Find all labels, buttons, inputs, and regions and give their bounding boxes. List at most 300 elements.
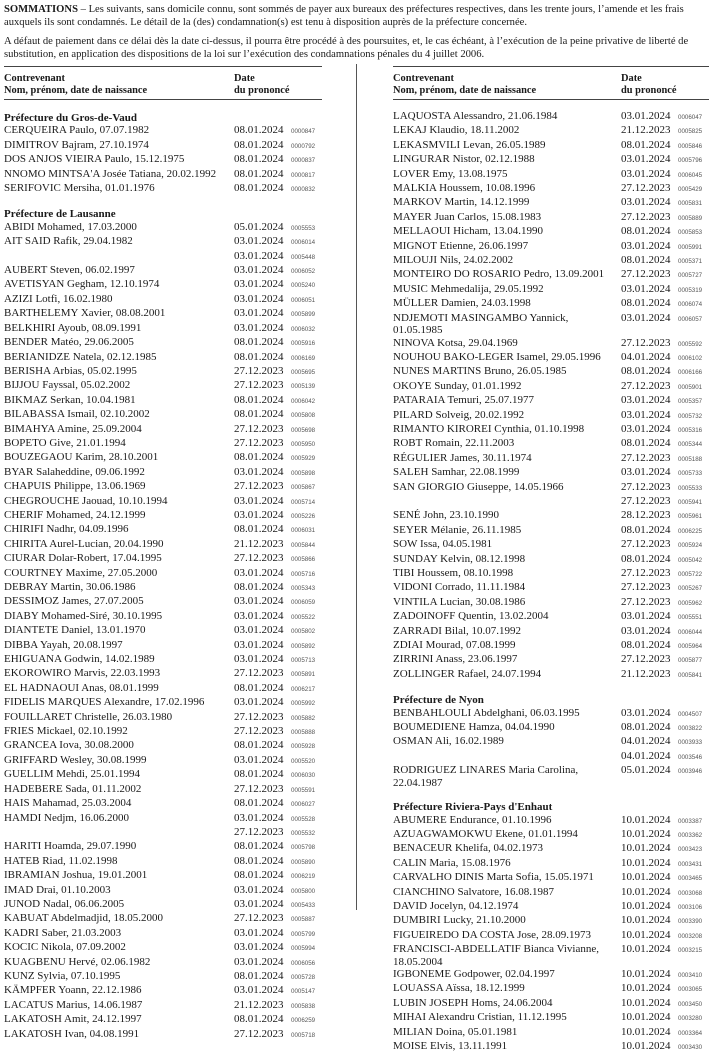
reference-number: 0005344 bbox=[678, 441, 703, 449]
offender-row bbox=[4, 956, 322, 970]
offender-name: RÉGULIER James, 30.11.1974 bbox=[393, 451, 532, 464]
reference-number: 0005808 bbox=[291, 412, 316, 420]
offender-name: BIJJOU Fayssal, 05.02.2002 bbox=[4, 379, 131, 392]
sentence-entry bbox=[621, 466, 709, 480]
reference-number: 0005727 bbox=[678, 272, 703, 280]
offender-name: MIHAI Alexandru Cristian, 11.12.1995 bbox=[393, 1011, 567, 1024]
offender-row bbox=[4, 552, 322, 566]
offender-name: RODRIGUEZ LINARES Maria Carolina, 22.04.1987 bbox=[393, 764, 579, 789]
offender-name: DOS ANJOS VIEIRA Paulo, 15.12.1975 bbox=[4, 153, 185, 166]
offender-name: NDJEMOTI MASINGAMBO Yannick, 01.05.1985 bbox=[393, 311, 569, 337]
offender-name: DIBBA Yayah, 20.08.1997 bbox=[4, 638, 123, 651]
offender-name: FIGUEIREDO DA COSTA Jose, 28.09.1973 bbox=[393, 928, 592, 941]
sentence-date: 08.01.2024 bbox=[234, 350, 284, 363]
sentence-entries bbox=[234, 264, 322, 278]
reference-number: 0005892 bbox=[291, 642, 316, 650]
reference-number: 0003106 bbox=[678, 903, 703, 911]
sentence-entries bbox=[621, 871, 709, 885]
sentence-entries bbox=[234, 523, 322, 537]
sentence-date: 03.01.2024 bbox=[234, 321, 284, 334]
sentence-entry bbox=[621, 297, 709, 311]
sentence-date: 27.12.2023 bbox=[234, 782, 284, 795]
offender-name: AZIZI Lotfi, 16.02.1980 bbox=[4, 292, 113, 305]
offender-name: DESSIMOZ James, 27.07.2005 bbox=[4, 595, 144, 608]
offender-name: MILOUJI Nils, 24.02.2002 bbox=[393, 254, 514, 267]
reference-number: 0005695 bbox=[291, 368, 316, 376]
sentence-date: 27.12.2023 bbox=[621, 581, 671, 594]
offender-name: ABIDI Mohamed, 17.03.2000 bbox=[4, 220, 137, 233]
offender-name: BENACEUR Khelifa, 04.02.1973 bbox=[393, 842, 544, 855]
sentence-entries bbox=[234, 221, 322, 235]
header-label: Contrevenant bbox=[4, 73, 65, 84]
sentence-entries bbox=[234, 581, 322, 595]
sentence-date: 08.01.2024 bbox=[234, 523, 284, 536]
offender-name: SUNDAY Kelvin, 08.12.1998 bbox=[393, 552, 526, 565]
offender-name: SALEH Samhar, 22.08.1999 bbox=[393, 466, 520, 479]
sentence-entry bbox=[234, 696, 322, 710]
sentence-date: 03.01.2024 bbox=[234, 508, 284, 521]
offender-name: SERIFOVIC Mersiha, 01.01.1976 bbox=[4, 182, 155, 195]
sentence-date: 03.01.2024 bbox=[621, 394, 671, 407]
offender-name: LINGURAR Nistor, 02.12.1988 bbox=[393, 153, 535, 166]
sentence-date: 10.01.2024 bbox=[621, 967, 671, 980]
sentence-entry bbox=[621, 596, 709, 610]
sentence-date: 10.01.2024 bbox=[621, 813, 671, 826]
sentence-date: 03.01.2024 bbox=[234, 278, 284, 291]
offender-name: DIANTETE Daniel, 13.01.1970 bbox=[4, 624, 146, 637]
offender-row bbox=[393, 886, 709, 900]
sentence-date: 03.01.2024 bbox=[234, 955, 284, 968]
sentence-entries bbox=[621, 110, 709, 124]
sentence-entries bbox=[621, 610, 709, 624]
offender-row bbox=[4, 365, 322, 379]
offender-name: IMAD Drai, 01.10.2003 bbox=[4, 883, 111, 896]
offender-row bbox=[393, 1011, 709, 1025]
sentence-date: 08.01.2024 bbox=[234, 124, 284, 137]
sentence-entry bbox=[234, 840, 322, 854]
sentence-entries bbox=[621, 929, 709, 943]
prefecture-section bbox=[393, 694, 709, 789]
reference-number: 0005319 bbox=[678, 286, 703, 294]
offender-name: BIMAHYA Amine, 25.09.2004 bbox=[4, 422, 142, 435]
sentence-date: 27.12.2023 bbox=[234, 667, 284, 680]
offender-row bbox=[4, 336, 322, 350]
sentence-date: 04.01.2024 bbox=[621, 735, 671, 748]
sentence-date: 03.01.2024 bbox=[621, 167, 671, 180]
offender-name: BELKHIRI Ayoub, 08.09.1991 bbox=[4, 321, 142, 334]
offender-row bbox=[393, 509, 709, 523]
reference-number: 0005891 bbox=[291, 671, 316, 679]
sentence-entries bbox=[621, 625, 709, 639]
offender-row bbox=[393, 254, 709, 268]
reference-number: 0005962 bbox=[678, 599, 703, 607]
sentence-entries bbox=[621, 814, 709, 828]
offender-name: BIKMAZ Serkan, 10.04.1981 bbox=[4, 393, 136, 406]
sentence-entries bbox=[234, 509, 322, 523]
sentence-date: 10.01.2024 bbox=[621, 885, 671, 898]
offender-row bbox=[4, 610, 322, 624]
offender-name: LAKATOSH Amit, 24.12.1997 bbox=[4, 1013, 142, 1026]
offender-name: SENÉ John, 23.10.1990 bbox=[393, 509, 500, 522]
offender-name: MILIAN Doina, 05.01.1981 bbox=[393, 1025, 518, 1038]
sentence-date: 08.01.2024 bbox=[234, 869, 284, 882]
offender-row bbox=[4, 538, 322, 552]
reference-number: 0005802 bbox=[291, 628, 316, 636]
sentence-entries bbox=[234, 711, 322, 725]
sentence-entry bbox=[234, 739, 322, 753]
reference-number: 0005796 bbox=[678, 157, 703, 165]
reference-number: 0006166 bbox=[678, 369, 703, 377]
sentence-entry bbox=[621, 653, 709, 667]
sentence-date: 10.01.2024 bbox=[621, 827, 671, 840]
sentence-date: 27.12.2023 bbox=[621, 210, 671, 223]
sentence-entries bbox=[621, 1011, 709, 1025]
offender-name: SEYER Mélanie, 26.11.1985 bbox=[393, 523, 522, 536]
sentence-date: 27.12.2023 bbox=[234, 725, 284, 738]
sentence-entry bbox=[621, 929, 709, 943]
sentence-entries bbox=[234, 812, 322, 841]
offender-name: SAN GIORGIO Giuseppe, 14.05.1966 bbox=[393, 480, 564, 493]
sentence-date: 08.01.2024 bbox=[234, 451, 284, 464]
reference-number: 0005844 bbox=[291, 541, 316, 549]
sentence-entries bbox=[621, 182, 709, 196]
offender-name: HADEBERE Sada, 01.11.2002 bbox=[4, 782, 142, 795]
sentence-entries bbox=[621, 1026, 709, 1040]
sentence-entry bbox=[621, 735, 709, 749]
sentence-entry bbox=[621, 495, 709, 509]
sentence-entries bbox=[621, 828, 709, 842]
reference-number: 0005841 bbox=[678, 671, 703, 679]
sentence-entries bbox=[621, 567, 709, 581]
section-title: Préfecture Riviera-Pays d'Enhaut bbox=[393, 801, 553, 814]
sentence-entries bbox=[234, 682, 322, 696]
sentence-entries bbox=[234, 307, 322, 321]
offender-row bbox=[4, 495, 322, 509]
sentence-date: 27.12.2023 bbox=[621, 451, 671, 464]
offender-name: BOUMEDIENE Hamza, 04.04.1990 bbox=[393, 721, 555, 734]
offender-row bbox=[4, 797, 322, 811]
sentence-entries bbox=[621, 653, 709, 667]
sentence-entries bbox=[621, 886, 709, 900]
offender-row bbox=[393, 312, 709, 337]
left-column bbox=[4, 66, 322, 1042]
sentence-entry bbox=[621, 452, 709, 466]
sentence-date: 27.12.2023 bbox=[621, 379, 671, 392]
offender-name: BERISHA Arbias, 05.02.1995 bbox=[4, 364, 137, 377]
intro-paragraph-2: A défaut de paiement dans ce délai dès la date ci-dessus, il pourra être procédé à des poursuites, et, le cas échéant, à l’exécution de la peine privative de liberté de substitution, en application des dispositions de la loi sur l’exécution des condamnations pénales du 4 juillet 2006. bbox=[4, 36, 689, 60]
sentence-date: 08.01.2024 bbox=[621, 254, 671, 267]
sentence-entry bbox=[621, 423, 709, 437]
offender-row bbox=[4, 153, 322, 167]
offender-row bbox=[393, 452, 709, 466]
offender-name: MALKIA Houssem, 10.08.1996 bbox=[393, 182, 536, 195]
reference-number: 0005042 bbox=[678, 556, 703, 564]
sentence-date: 27.12.2023 bbox=[621, 653, 671, 666]
offender-name: ZOLLINGER Rafael, 24.07.1994 bbox=[393, 667, 542, 680]
offender-name: BENDER Matéo, 29.06.2005 bbox=[4, 336, 134, 349]
offender-name: FRANCISCI-ABDELLATIF Bianca Vivianne, 18.05.2004 bbox=[393, 943, 599, 968]
offender-row bbox=[393, 423, 709, 437]
sentence-entries bbox=[621, 639, 709, 653]
sentence-date: 03.01.2024 bbox=[234, 883, 284, 896]
sentence-entry bbox=[621, 721, 709, 735]
offender-name: DIMITROV Bajram, 27.10.1974 bbox=[4, 138, 149, 151]
sentence-entry bbox=[234, 394, 322, 408]
sentence-date: 03.01.2024 bbox=[621, 153, 671, 166]
offender-row bbox=[4, 970, 322, 984]
offender-row bbox=[393, 735, 709, 764]
offender-name: CHIRITA Aurel-Lucian, 20.04.1990 bbox=[4, 537, 164, 550]
sentence-entries bbox=[234, 293, 322, 307]
sentence-date: 08.01.2024 bbox=[234, 797, 284, 810]
sentence-entries bbox=[234, 754, 322, 768]
sentence-date: 10.01.2024 bbox=[621, 982, 671, 995]
offender-row bbox=[393, 437, 709, 451]
sentence-entries bbox=[621, 968, 709, 982]
sentence-entry bbox=[234, 423, 322, 437]
sentence-entry bbox=[621, 668, 709, 682]
reference-number: 0006225 bbox=[678, 527, 703, 535]
offender-row bbox=[4, 466, 322, 480]
notice-title: SOMMATIONS bbox=[4, 4, 78, 15]
sentence-entry bbox=[621, 610, 709, 624]
sentence-date: 10.01.2024 bbox=[621, 842, 671, 855]
offender-name: BERIANIDZE Natela, 02.12.1985 bbox=[4, 350, 157, 363]
sentence-entries bbox=[621, 268, 709, 282]
sentence-entry bbox=[621, 750, 709, 764]
offender-row bbox=[4, 653, 322, 667]
sentence-entries bbox=[234, 423, 322, 437]
sentence-entries bbox=[234, 379, 322, 393]
offender-name: EL HADNAOUI Anas, 08.01.1999 bbox=[4, 681, 159, 694]
sentence-entry bbox=[234, 538, 322, 552]
sentence-entry bbox=[234, 322, 322, 336]
offender-row bbox=[4, 984, 322, 998]
offender-name: HAIS Mahamad, 25.03.2004 bbox=[4, 797, 132, 810]
reference-number: 0003430 bbox=[678, 1044, 703, 1051]
sentence-date: 03.01.2024 bbox=[621, 282, 671, 295]
sentence-entry bbox=[621, 886, 709, 900]
offender-name: LAQUOSTA Alessandro, 21.06.1984 bbox=[393, 110, 558, 122]
offender-name: FOUILLARET Christelle, 26.03.1980 bbox=[4, 710, 173, 723]
sentence-date: 04.01.2024 bbox=[621, 749, 671, 762]
sentence-entries bbox=[621, 124, 709, 138]
offender-name: BARTHELEMY Xavier, 08.08.2001 bbox=[4, 307, 166, 320]
offender-name: BILABASSA Ismail, 02.10.2002 bbox=[4, 408, 150, 421]
reference-number: 0005733 bbox=[678, 470, 703, 478]
reference-number: 0005714 bbox=[291, 498, 316, 506]
sentence-entries bbox=[234, 653, 322, 667]
reference-number: 0005888 bbox=[291, 729, 316, 737]
sentence-entry bbox=[621, 283, 709, 297]
sentence-entry bbox=[621, 254, 709, 268]
offender-row bbox=[4, 567, 322, 581]
reference-number: 0005799 bbox=[291, 930, 316, 938]
reference-number: 0006044 bbox=[678, 628, 703, 636]
offender-row bbox=[4, 1013, 322, 1027]
reference-number: 0006056 bbox=[291, 959, 316, 967]
sentence-date: 03.01.2024 bbox=[621, 408, 671, 421]
sentence-entries bbox=[234, 480, 322, 494]
header-label: Date bbox=[621, 73, 642, 84]
reference-number: 0005882 bbox=[291, 714, 316, 722]
sentence-date: 08.01.2024 bbox=[621, 639, 671, 652]
offender-name: MONTEIRO DO ROSARIO Pedro, 13.09.2001 bbox=[393, 268, 605, 281]
offender-row bbox=[393, 764, 709, 789]
sentence-entries bbox=[621, 982, 709, 996]
reference-number: 0006032 bbox=[291, 325, 316, 333]
sentence-date: 27.12.2023 bbox=[234, 1027, 284, 1040]
offender-name: MUSIC Mehmedalija, 29.05.1992 bbox=[393, 282, 544, 295]
sentence-entry bbox=[234, 451, 322, 465]
sentence-date: 03.01.2024 bbox=[234, 653, 284, 666]
sentence-entries bbox=[621, 312, 709, 326]
sentence-entry bbox=[621, 639, 709, 653]
sentence-entries bbox=[621, 466, 709, 480]
offender-row bbox=[4, 235, 322, 264]
offender-name: DUMBIRI Lucky, 21.10.2000 bbox=[393, 914, 526, 927]
offender-name: LOVER Emy, 13.08.1975 bbox=[393, 167, 508, 180]
reference-number: 0005924 bbox=[678, 542, 703, 550]
reference-number: 0005226 bbox=[291, 512, 316, 520]
sentence-entry bbox=[621, 312, 709, 326]
sentence-entries bbox=[234, 336, 322, 350]
sentence-entry bbox=[621, 1011, 709, 1025]
offender-name: HAMDI Nedjm, 16.06.2000 bbox=[4, 811, 129, 824]
offender-row bbox=[4, 379, 322, 393]
reference-number: 0005240 bbox=[291, 282, 316, 290]
sentence-date: 08.01.2024 bbox=[234, 138, 284, 151]
reference-number: 0003387 bbox=[678, 817, 703, 825]
sentence-entries bbox=[621, 240, 709, 254]
sentence-entry bbox=[234, 250, 322, 264]
reference-number: 0005429 bbox=[678, 186, 703, 194]
sentence-entry bbox=[621, 182, 709, 196]
reference-number: 0005371 bbox=[678, 258, 703, 266]
offender-name: CHEGROUCHE Jaouad, 10.10.1994 bbox=[4, 494, 168, 507]
offender-row bbox=[393, 625, 709, 639]
sentence-date: 08.01.2024 bbox=[234, 840, 284, 853]
sentence-date: 10.01.2024 bbox=[621, 856, 671, 869]
sentence-entries bbox=[234, 869, 322, 883]
sentence-entry bbox=[234, 379, 322, 393]
sentence-entries bbox=[234, 1028, 322, 1042]
offender-row bbox=[393, 240, 709, 254]
sentence-date: 21.12.2023 bbox=[621, 124, 671, 137]
reference-number: 0003423 bbox=[678, 846, 703, 854]
sentence-date: 28.12.2023 bbox=[621, 509, 671, 522]
sentence-entries bbox=[621, 581, 709, 595]
offender-row bbox=[4, 322, 322, 336]
offender-name: HARITI Hoamda, 29.07.1990 bbox=[4, 840, 137, 853]
sentence-date: 03.01.2024 bbox=[621, 610, 671, 623]
sentence-entry bbox=[234, 567, 322, 581]
sentence-date: 27.12.2023 bbox=[234, 436, 284, 449]
offender-row bbox=[4, 509, 322, 523]
right-sections bbox=[393, 110, 709, 1054]
offender-row bbox=[393, 553, 709, 567]
offender-row bbox=[4, 581, 322, 595]
sentence-date: 03.01.2024 bbox=[621, 422, 671, 435]
offender-row bbox=[393, 707, 709, 721]
sentence-entries bbox=[621, 394, 709, 408]
header-bottom-rule bbox=[4, 99, 322, 100]
sentence-date: 05.01.2024 bbox=[234, 220, 284, 233]
sentence-entries bbox=[234, 538, 322, 552]
reference-number: 0003065 bbox=[678, 986, 703, 994]
sentence-entry bbox=[621, 968, 709, 982]
sentence-date: 03.01.2024 bbox=[234, 753, 284, 766]
sentence-date: 10.01.2024 bbox=[621, 914, 671, 927]
sentence-date: 03.01.2024 bbox=[234, 235, 284, 248]
offender-name: ROBT Romain, 22.11.2003 bbox=[393, 437, 515, 450]
sentence-entry bbox=[234, 826, 322, 840]
sentence-date: 08.01.2024 bbox=[234, 153, 284, 166]
offender-row bbox=[393, 581, 709, 595]
reference-number: 0003822 bbox=[678, 725, 703, 733]
sentence-date: 04.01.2024 bbox=[621, 350, 671, 363]
sentence-entries bbox=[234, 278, 322, 292]
offender-row bbox=[393, 914, 709, 928]
offender-row bbox=[4, 840, 322, 854]
sentence-entries bbox=[234, 394, 322, 408]
notice-text: – Les suivants, sans domicile connu, sont sommés de payer aux bureaux des préfectures respectives, dans les trente jours, l’amende et les frais auxquels ils sont condamnés. Le détail de la (des) condamnation(s) est tenu à disposition auprès de la préfecture concernée. bbox=[4, 4, 684, 28]
reference-number: 0005698 bbox=[291, 426, 316, 434]
offender-row bbox=[4, 264, 322, 278]
offender-row bbox=[4, 124, 322, 138]
offender-row bbox=[4, 711, 322, 725]
offender-name: FRIES Mickael, 02.10.1992 bbox=[4, 725, 128, 738]
sentence-entry bbox=[234, 509, 322, 523]
column-divider bbox=[356, 64, 357, 910]
sentence-entries bbox=[234, 466, 322, 480]
sentence-entries bbox=[621, 997, 709, 1011]
reference-number: 0006030 bbox=[291, 772, 316, 780]
sentence-date: 03.01.2024 bbox=[234, 984, 284, 997]
reference-number: 0003068 bbox=[678, 889, 703, 897]
sentence-entry bbox=[234, 235, 322, 249]
sentence-date: 03.01.2024 bbox=[234, 494, 284, 507]
sentence-entry bbox=[234, 898, 322, 912]
sentence-entries bbox=[234, 768, 322, 782]
offender-name: BOUZEGAOU Karim, 28.10.2001 bbox=[4, 451, 159, 464]
offender-row bbox=[393, 721, 709, 735]
sentence-entry bbox=[621, 1026, 709, 1040]
sentence-date: 08.01.2024 bbox=[234, 969, 284, 982]
sentence-entries bbox=[621, 1040, 709, 1054]
sentence-entry bbox=[621, 168, 709, 182]
reference-number: 0005825 bbox=[678, 128, 703, 136]
offender-row bbox=[4, 754, 322, 768]
reference-number: 0005950 bbox=[291, 440, 316, 448]
reference-number: 0005591 bbox=[291, 786, 316, 794]
offender-row bbox=[4, 884, 322, 898]
sentence-date: 10.01.2024 bbox=[621, 1040, 671, 1052]
offender-name: LEKAJ Klaudio, 18.11.2002 bbox=[393, 124, 520, 137]
reference-number: 0000832 bbox=[291, 186, 316, 194]
offender-row bbox=[393, 337, 709, 351]
sentence-date: 08.01.2024 bbox=[621, 721, 671, 734]
offender-row bbox=[393, 182, 709, 196]
offender-name: EKOROWIRO Marvis, 22.03.1993 bbox=[4, 667, 161, 680]
sentence-entries bbox=[621, 735, 709, 764]
sentence-entries bbox=[234, 567, 322, 581]
reference-number: 0005722 bbox=[678, 571, 703, 578]
offender-name: CHAPUIS Philippe, 13.06.1969 bbox=[4, 480, 146, 493]
sentence-entry bbox=[621, 871, 709, 885]
sentence-date: 03.01.2024 bbox=[234, 465, 284, 478]
offender-name: VIDONI Corrado, 11.11.1984 bbox=[393, 581, 526, 594]
